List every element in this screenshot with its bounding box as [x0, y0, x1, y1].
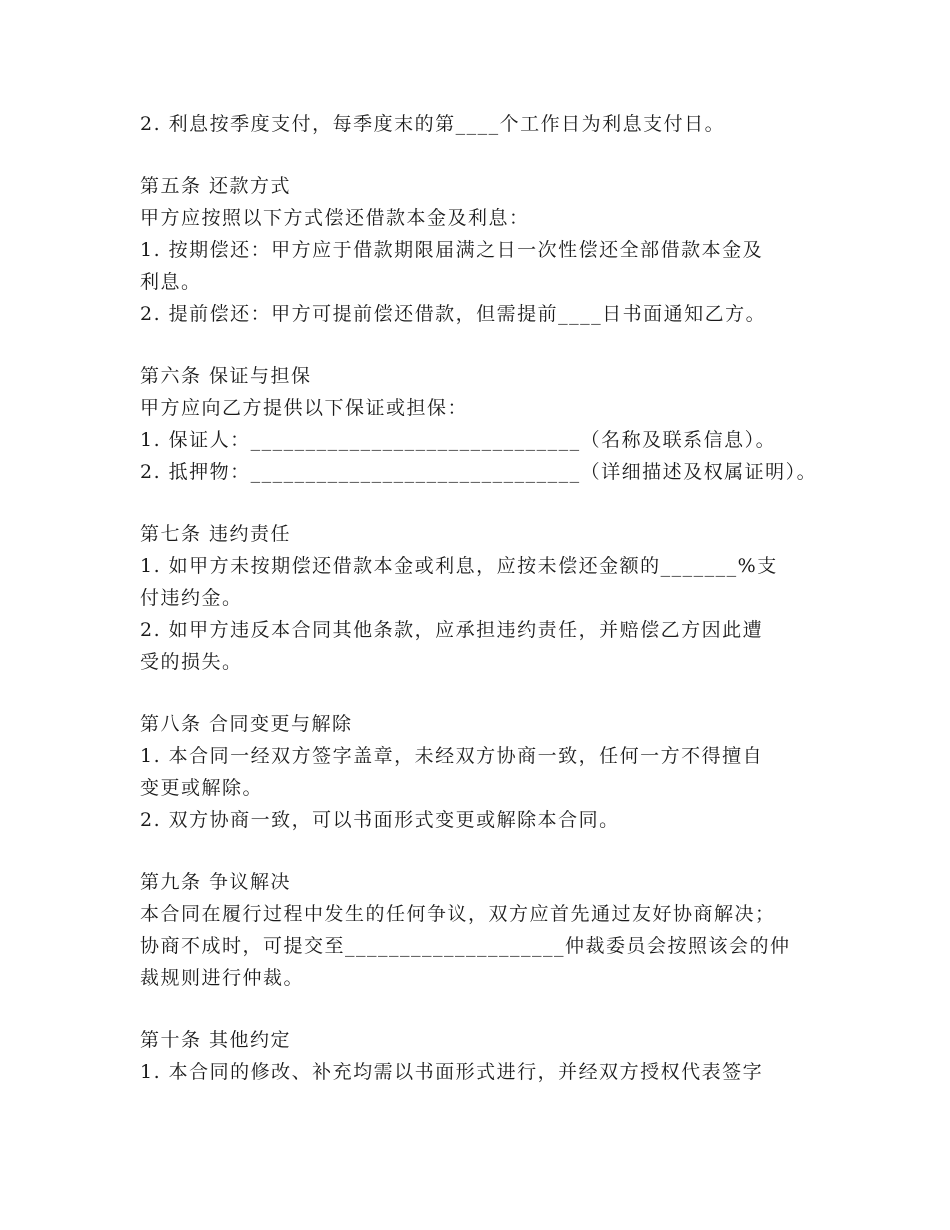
paragraph-line: 裁规则进行仲裁。 [140, 967, 305, 989]
paragraph-line: 2. 双方协商一致，可以书面形式变更或解除本合同。 [140, 809, 620, 831]
paragraph-line: 甲方应向乙方提供以下保证或担保： [140, 397, 469, 419]
section-heading-article-6: 第六条 保证与担保 [140, 365, 312, 387]
paragraph-line: 利息。 [140, 271, 202, 293]
paragraph-line: 1. 按期偿还：甲方应于借款期限届满之日一次性偿还全部借款本金及 [140, 239, 764, 261]
paragraph-line: 1. 本合同一经双方签字盖章，未经双方协商一致，任何一方不得擅自 [140, 745, 764, 767]
paragraph-line: 变更或解除。 [140, 777, 264, 799]
paragraph-line: 1. 如甲方未按期偿还借款本金或利息，应按未偿还金额的_______%支 [140, 555, 778, 577]
paragraph-line: 2. 抵押物：______________________________（详细描述及权属证明）。 [140, 461, 818, 483]
section-heading-article-9: 第九条 争议解决 [140, 871, 292, 893]
paragraph-line: 2. 如甲方违反本合同其他条款，应承担违约责任，并赔偿乙方因此遭 [140, 619, 764, 641]
paragraph-line: 协商不成时，可提交至____________________仲裁委员会按照该会的仲 [140, 935, 791, 957]
section-heading-article-8: 第八条 合同变更与解除 [140, 713, 353, 735]
section-heading-article-5: 第五条 还款方式 [140, 175, 292, 197]
paragraph-line: 受的损失。 [140, 651, 243, 673]
paragraph-line: 2. 提前偿还：甲方可提前偿还借款，但需提前____日书面通知乙方。 [140, 303, 767, 325]
section-heading-article-10: 第十条 其他约定 [140, 1029, 292, 1051]
paragraph-line: 付违约金。 [140, 587, 243, 609]
paragraph-line: 甲方应按照以下方式偿还借款本金及利息： [140, 207, 530, 229]
paragraph-line: 本合同在履行过程中发生的任何争议，双方应首先通过友好协商解决； [140, 903, 776, 925]
contract-text [140, 108, 840, 1088]
section-heading-article-7: 第七条 违约责任 [140, 523, 292, 545]
paragraph-line: 1. 本合同的修改、补充均需以书面形式进行，并经双方授权代表签字 [140, 1061, 764, 1083]
paragraph-line: 2. 利息按季度支付，每季度末的第____个工作日为利息支付日。 [140, 113, 726, 135]
paragraph-line: 1. 保证人：______________________________（名称及联系信息）。 [140, 429, 777, 451]
